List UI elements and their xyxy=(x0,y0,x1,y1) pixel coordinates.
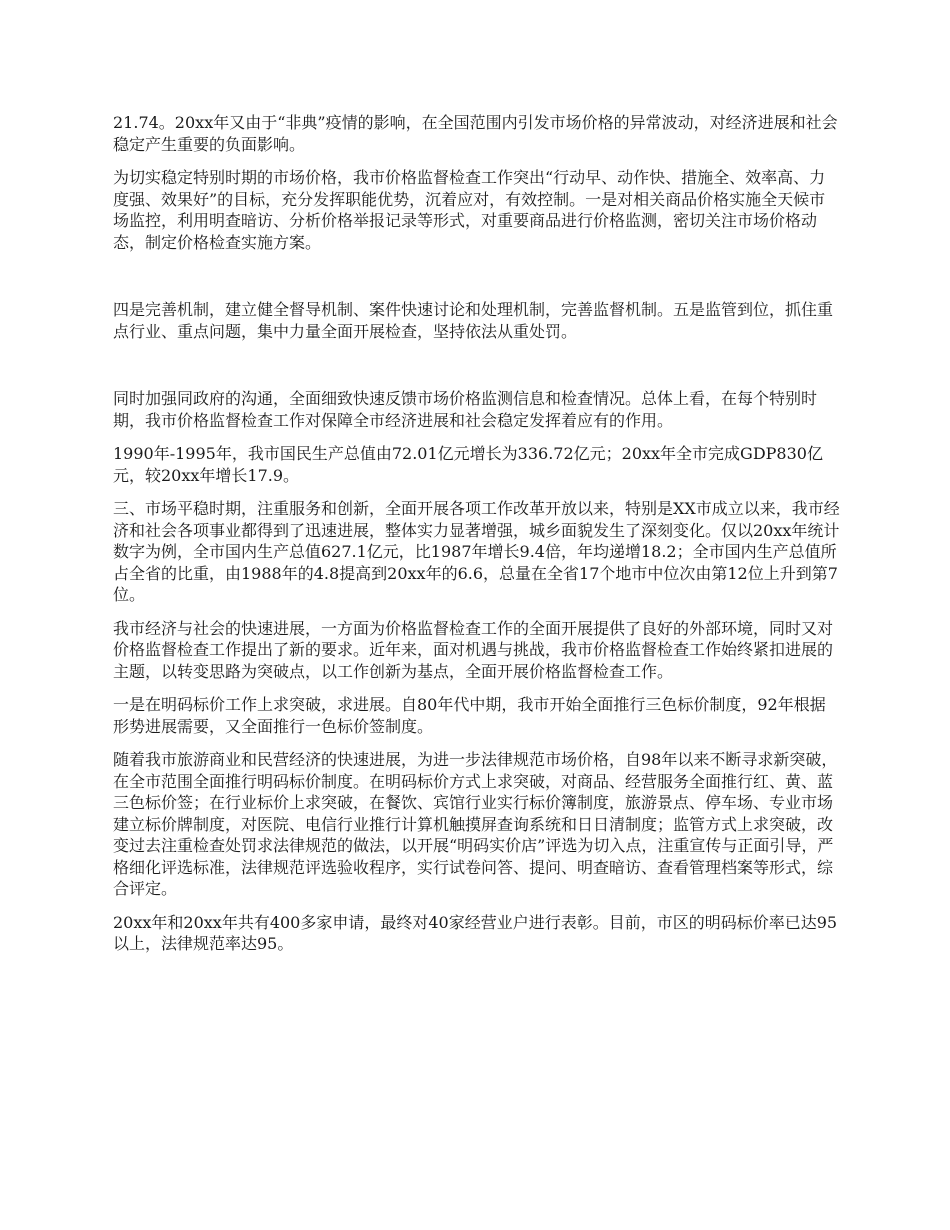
paragraph-2: 为切实稳定特别时期的市场价格，我市价格监督检查工作突出“行动早、动作快、措施全、效率高、力度强、效果好”的目标，充分发挥职能优势，沉着应对，有效控制。一是对相关商品价格实施全天候市场监控，利用明查暗访、分析价格举报记录等形式，对重要商品进行价格监测，密切关注市场价格动态，制定价格检查实施方案。 xyxy=(113,168,826,252)
paragraph-9: 随着我市旅游商业和民营经济的快速进展，为进一步法律规范市场价格，自98年以来不断寻求新突破，在全市范围全面推行明码标价制度。在明码标价方式上求突破，对商品、经营服务全面推行红、黄、蓝三色标价签；在行业标价上求突破，在餐饮、宾馆行业实行标价簿制度，旅游景点、停车场、专业市场建立标价牌制度，对医院、电信行业推行计算机触摸屏查询系统和日日清制度；监管方式上求突破，改变过去注重检查处罚求法律规范的做法，以开展“明码实价店”评选为切入点，注重宣传与正面引导，严格细化评选标准，法律规范评选验收程序，实行试卷问答、提问、明查暗访、查看管理档案等形式，综合评定。 xyxy=(113,750,838,898)
paragraph-10: 20xx年和20xx年共有400多家申请，最终对40家经营业户进行表彰。目前，市区的明码标价率已达95以上，法律规范率达95。 xyxy=(113,912,838,953)
paragraph-3: 四是完善机制，建立健全督导机制、案件快速讨论和处理机制，完善监督机制。五是监管到位，抓住重点行业、重点问题，集中力量全面开展检查，坚持依法从重处罚。 xyxy=(113,300,834,341)
paragraph-6: 三、市场平稳时期，注重服务和创新，全面开展各项工作改革开放以来，特别是XX市成立以来，我市经济和社会各项事业都得到了迅速进展，整体实力显著增强，城乡面貌发生了深刻变化。仅以20xx年统计数字为例，全市国内生产总值627.1亿元，比1987年增长9.4倍，年均递增18.2；全市国内生产总值所占全省的比重，由1988年的4.8提高到20xx年的6.6，总量在全省17个地市中位次由第12位上升到第7位。 xyxy=(113,499,840,604)
paragraph-4: 同时加强同政府的沟通，全面细致快速反馈市场价格监测信息和检查情况。总体上看，在每个特别时期，我市价格监督检查工作对保障全市经济进展和社会稳定发挥着应有的作用。 xyxy=(113,389,818,430)
blank-gap xyxy=(113,265,841,299)
blank-gap xyxy=(113,354,841,388)
paragraph-7: 我市经济与社会的快速进展，一方面为价格监督检查工作的全面开展提供了良好的外部环境，同时又对价格监督检查工作提出了新的要求。近年来，面对机遇与挑战，我市价格监督检查工作始终紧扣进展的主题，以转变思路为突破点，以工作创新为基点，全面开展价格监督检查工作。 xyxy=(113,618,834,681)
paragraph-5: 1990年-1995年，我市国民生产总值由72.01亿元增长为336.72亿元；20xx年全市完成GDP830亿元，较20xx年增长17.9。 xyxy=(113,444,823,485)
document-page xyxy=(113,112,841,967)
paragraph-8: 一是在明码标价工作上求突破，求进展。自80年代中期，我市开始全面推行三色标价制度，92年根据形势进展需要，又全面推行一色标价签制度。 xyxy=(113,695,826,736)
paragraph-1: 21.74。20xx年又由于“非典”疫情的影响，在全国范围内引发市场价格的异常波动，对经济进展和社会稳定产生重要的负面影响。 xyxy=(113,113,838,154)
